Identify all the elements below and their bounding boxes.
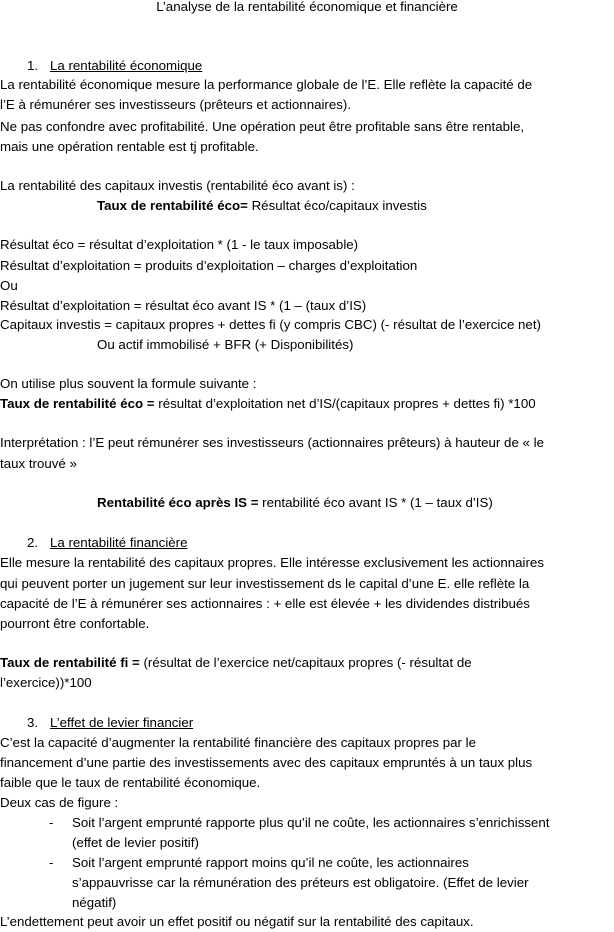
paragraph-line: Capitaux investis = capitaux propres + dettes fi (y compris CBC) (- résultat de l’exercice net) xyxy=(0,317,541,332)
bullet-line: (effet de levier positif) xyxy=(72,835,199,850)
bullet-dash: - xyxy=(49,855,54,870)
paragraph-line: l’exercice))*100 xyxy=(0,675,92,690)
bullet-dash: - xyxy=(49,815,54,830)
conclusion-line: L’endettement peut avoir un effet positif ou négatif sur la rentabilité des capitaux. xyxy=(0,914,474,929)
paragraph-line: Résultat éco = résultat d’exploitation * (1 - le taux imposable) xyxy=(0,237,359,252)
paragraph-line: Deux cas de figure : xyxy=(0,795,119,810)
bullet-line: s’appauvrisse car la rémunération des préteurs est obligatoire. (Effet de levier xyxy=(72,875,529,890)
formula-line xyxy=(97,196,427,215)
section-3-number: 3. xyxy=(27,715,39,730)
formula-text: (résultat de l’exercice net/capitaux propres (- résultat de xyxy=(139,655,472,670)
paragraph-line: La rentabilité des capitaux investis (rentabilité éco avant is) : xyxy=(0,178,355,193)
bullet-line: Soit l’argent emprunté rapport moins qu’il ne coûte, les actionnaires xyxy=(72,855,469,870)
paragraph-line: l’E à rémunérer ses investisseurs (prêteurs et actionnaires). xyxy=(0,97,352,112)
formula-label: Taux de rentabilité éco = xyxy=(0,396,155,411)
paragraph-line: pourront être confortable. xyxy=(0,616,150,631)
formula-line xyxy=(0,653,472,672)
paragraph-line: faible que le taux de rentabilité économique. xyxy=(0,775,261,790)
formula-text: Résultat éco/capitaux investis xyxy=(247,198,427,213)
bullet-line: négatif) xyxy=(72,895,117,910)
paragraph-line: On utilise plus souvent la formule suivante : xyxy=(0,376,257,391)
paragraph-line: La rentabilité économique mesure la performance globale de l’E. Elle reflète la capacité de xyxy=(0,77,533,92)
paragraph-line: C’est la capacité d’augmenter la rentabilité financière des capitaux propres par le xyxy=(0,735,477,750)
formula-label: Rentabilité éco après IS = xyxy=(97,495,259,510)
formula-line xyxy=(0,394,536,413)
document-title: L’analyse de la rentabilité économique et financière xyxy=(156,0,458,14)
paragraph-line: Ne pas confondre avec profitabilité. Une opération peut être profitable sans être rentable, xyxy=(0,119,525,134)
formula-text: résultat d’exploitation net d’IS/(capitaux propres + dettes fi) *100 xyxy=(154,396,536,411)
section-3-heading: L’effet de levier financier xyxy=(50,715,194,730)
paragraph-line: Ou actif immobilisé + BFR (+ Disponibilités) xyxy=(97,337,354,352)
bullet-line: Soit l’argent emprunté rapporte plus qu’il ne coûte, les actionnaires s’enrichissent xyxy=(72,815,550,830)
paragraph-line: Résultat d’exploitation = produits d’exploitation – charges d’exploitation xyxy=(0,258,418,273)
section-2-number: 2. xyxy=(27,535,39,550)
formula-line xyxy=(97,493,493,512)
paragraph-line: Résultat d’exploitation = résultat éco avant IS * (1 – (taux d’IS) xyxy=(0,298,367,313)
paragraph-line: Elle mesure la rentabilité des capitaux propres. Elle intéresse exclusivement les actionnaires xyxy=(0,555,544,570)
paragraph-line: Ou xyxy=(0,278,18,293)
section-1-number: 1. xyxy=(27,58,39,73)
paragraph-line: mais une opération rentable est tj profitable. xyxy=(0,139,259,154)
section-1-heading: La rentabilité économique xyxy=(50,58,203,73)
formula-label: Taux de rentabilité éco= xyxy=(97,198,248,213)
paragraph-line: taux trouvé » xyxy=(0,456,77,471)
paragraph-line: capacité de l’E à rémunérer ses actionnaires : + elle est élevée + les dividendes distribués xyxy=(0,596,530,611)
formula-text: rentabilité éco avant IS * (1 – taux d’IS) xyxy=(258,495,493,510)
paragraph-line: qui peuvent porter un jugement sur leur investissement ds le capital d’une E. elle reflète la xyxy=(0,576,530,591)
formula-label: Taux de rentabilité fi = xyxy=(0,655,140,670)
paragraph-line: financement d’une partie des investissements avec des capitaux empruntés à un taux plus xyxy=(0,755,533,770)
section-2-heading: La rentabilité financière xyxy=(50,535,188,550)
paragraph-line: Interprétation : l’E peut rémunérer ses investisseurs (actionnaires prêteurs) à hauteur de « le xyxy=(0,435,544,450)
